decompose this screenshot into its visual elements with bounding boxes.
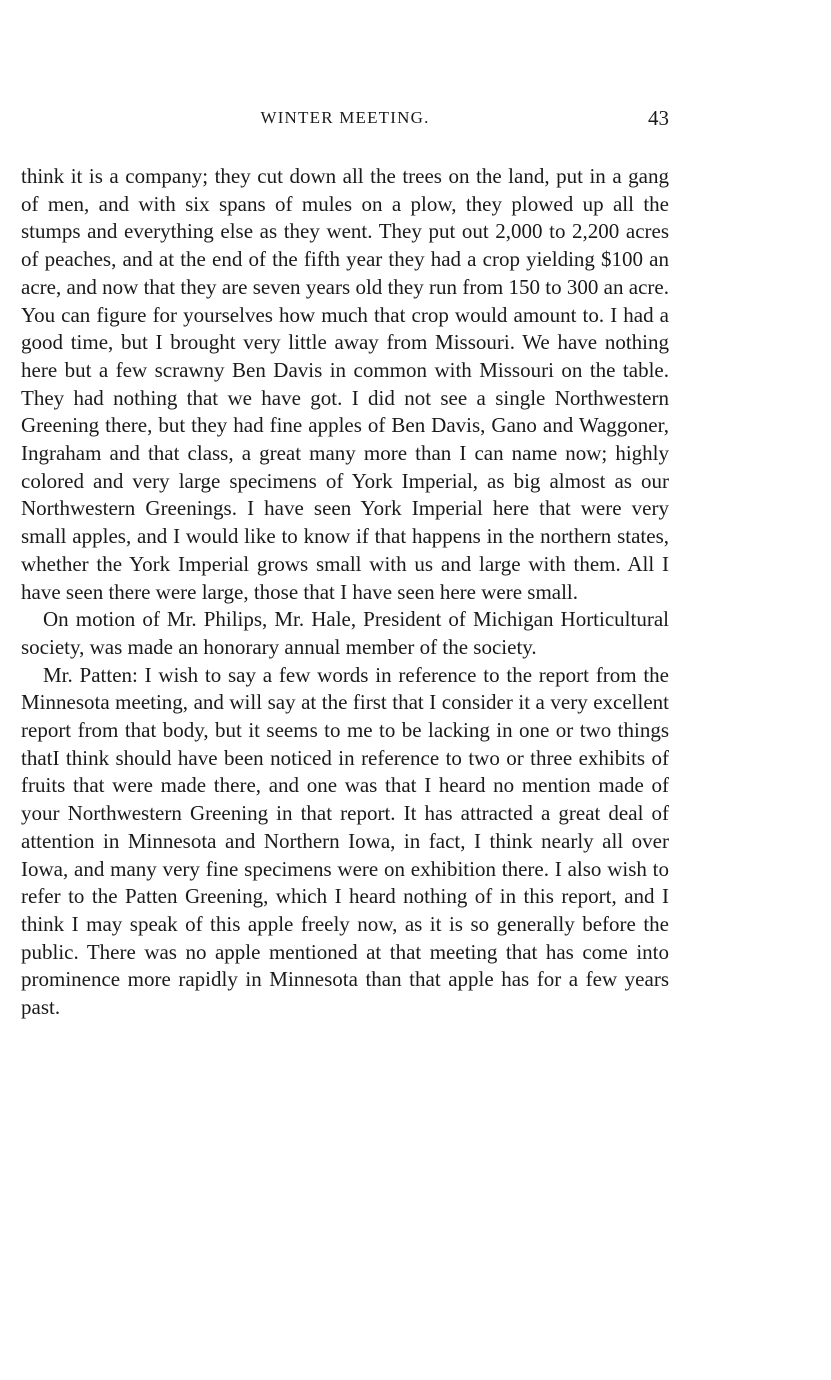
running-title: WINTER MEETING. <box>260 108 430 127</box>
running-head <box>0 108 831 138</box>
paragraph-continuation: think it is a company; they cut down all the trees on the land, put in a gang of men, and with six spans of mules on a plow, they plowed up all the stumps and everything else as they went. They put out 2,000 to 2,200 acres of peaches, and at the end of the fifth year they had a crop yielding $100 an acre, and now that they are seven years old they run from 150 to 300 an acre. You can figure for yourselves how much that crop would amount to. I had a good time, but I brought very little away from Missouri. We have nothing here but a few scrawny Ben Davis in common with Missouri on the table. They had nothing that we have got. I did not see a single Northwestern Greening there, but they had fine apples of Ben Davis, Gano and Waggoner, Ingraham and that class, a great many more than I can name now; highly colored and very large specimens of York Imperial, as big almost as our Northwestern Greenings. I have seen York Imperial here that were very small apples, and I would like to know if that happens in the northern states, whether the York Imperial grows small with us and large with them. All I have seen there were large, those that I have seen here were small. <box>21 164 669 604</box>
paragraph-motion: On motion of Mr. Philips, Mr. Hale, President of Michigan Horticultural society, was made an honorary annual member of the society. <box>21 607 669 659</box>
page-number: 43 <box>648 106 669 130</box>
body-text <box>21 163 669 1022</box>
paragraph-mr-patten: Mr. Patten: I wish to say a few words in reference to the report from the Minnesota meeting, and will say at the first that I consider it a very excellent report from that body, but it seems to me to be lacking in one or two things thatI think should have been noticed in reference to two or three exhibits of fruits that were made there, and one was that I heard no mention made of your Northwestern Greening in that report. It has attracted a great deal of attention in Minnesota and Northern Iowa, in fact, I think nearly all over Iowa, and many very fine specimens were on exhibition there. I also wish to refer to the Patten Greening, which I heard nothing of in this report, and I think I may speak of this apple freely now, as it is so generally before the public. There was no apple mentioned at that meeting that has come into prominence more rapidly in Minnesota than that apple has for a few years past. <box>21 662 669 1020</box>
